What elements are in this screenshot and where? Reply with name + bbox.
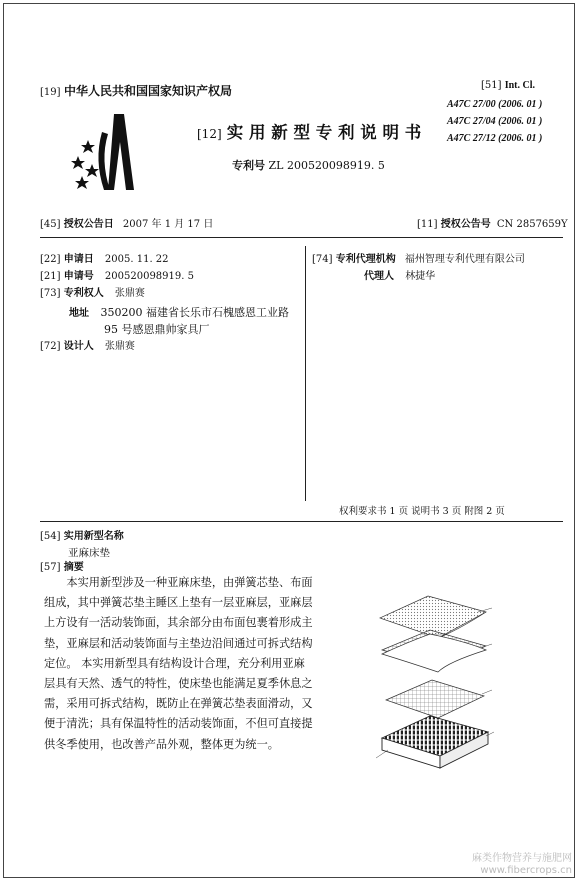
- pages-summary: 权利要求书 1 页 说明书 3 页 附图 2 页: [339, 506, 505, 517]
- office-name: 中华人民共和国国家知识产权局: [64, 84, 233, 98]
- patent-no-label: 专利号: [232, 159, 265, 172]
- pub-no-row: [417, 218, 568, 232]
- ipc-label: Int. Cl.: [504, 80, 536, 91]
- patentee-label: 专利权人: [63, 288, 104, 299]
- app-no-row: [40, 270, 194, 284]
- pub-no-value: CN 2857659Y: [496, 219, 568, 230]
- patentee-tag: [73]: [40, 288, 61, 299]
- address-line1: 350200 福建省长乐市石槐感恩工业路: [100, 306, 289, 319]
- rule-middle: [40, 521, 563, 522]
- pub-no-label: 授权公告号: [440, 219, 491, 230]
- pub-date-label: 授权公告日: [63, 219, 114, 230]
- patentee-row: [40, 287, 145, 301]
- patent-no-value: ZL 200520098919. 5: [268, 159, 385, 172]
- ipc-header: [481, 80, 535, 91]
- watermark-line1: 麻类作物营养与施肥网: [472, 853, 572, 864]
- agency-tag: [74]: [312, 254, 333, 265]
- filing-date-row: [40, 253, 169, 267]
- mattress-exploded-drawing: [368, 590, 498, 790]
- abstract-body: [44, 573, 314, 755]
- designer-label: 设计人: [63, 341, 94, 352]
- filing-date-label: 申请日: [63, 254, 94, 265]
- abstract-text: 本实用新型涉及一种亚麻床垫，由弹簧芯垫、布面组成，其中弹簧芯垫主睡区上垫有一层亚麻层，亚麻层上方设有一活动装饰面，其余部分由布面包裹着形成主垫，亚麻层和活动装饰面与主垫边沿间通过可拆式结构定位。 本实用新型具有结构设计合理，充分利用亚麻层具有天然、透气的特性，使床垫也能满足夏季休息之需，采用可拆式结构，既防止在弹簧芯垫表面滑动，又便于清洗；具有保温特性的活动装饰面，不但可直接提供冬季使用，也改善产品外观，整体更为统一。: [44, 576, 313, 751]
- filing-date-tag: [22]: [40, 254, 61, 265]
- designer-tag: [72]: [40, 341, 61, 352]
- title-section-header: [40, 530, 124, 544]
- pub-no-tag: [11]: [417, 219, 438, 230]
- site-watermark: [472, 853, 572, 877]
- ipc-code: A47C 27/12 (2006. 01 ): [447, 133, 543, 144]
- address-row: [69, 304, 289, 322]
- address-line2: 95 号感恩鼎帅家具厂: [104, 323, 210, 336]
- address-label: 地址: [69, 308, 89, 319]
- agency-value: 福州智理专利代理有限公司: [404, 254, 525, 265]
- ipc-codes: [447, 96, 542, 147]
- app-no-value: 200520098919. 5: [104, 271, 194, 282]
- agent-row: [364, 270, 435, 284]
- pub-date-tag: [45]: [40, 219, 61, 230]
- cnipa-emblem-icon: [64, 112, 156, 194]
- title-section-tag: [54]: [40, 531, 61, 542]
- agency-label: 专利代理机构: [335, 254, 396, 265]
- agency-row: [312, 253, 525, 267]
- utility-model-title: 亚麻床垫: [68, 547, 110, 559]
- agent-value: 林捷华: [405, 271, 436, 282]
- filing-date-value: 2005. 11. 22: [104, 254, 169, 265]
- doc-type-tag: [12]: [197, 127, 222, 141]
- title-section-label: 实用新型名称: [63, 531, 124, 542]
- office-tag: [19]: [40, 87, 61, 98]
- designer-row: [40, 340, 135, 354]
- agent-label: 代理人: [364, 271, 394, 282]
- abstract-label: 摘要: [63, 562, 84, 573]
- patentee-value: 张鼎赛: [114, 288, 145, 299]
- rule-top: [40, 237, 563, 238]
- app-no-tag: [21]: [40, 271, 61, 282]
- doc-type-title: 实 用 新 型 专 利 说 明 书: [226, 123, 422, 142]
- app-no-label: 申请号: [63, 271, 94, 282]
- ipc-code: A47C 27/04 (2006. 01 ): [447, 116, 543, 127]
- patent-number: [232, 157, 385, 173]
- doc-type-header: [197, 119, 421, 143]
- ipc-code: A47C 27/00 (2006. 01 ): [447, 99, 543, 110]
- watermark-line2: www.fibercrops.cn: [480, 865, 572, 876]
- office-header: [40, 82, 232, 99]
- pub-date-value: 2007 年 1 月 17 日: [122, 219, 214, 230]
- abstract-tag: [57]: [40, 562, 61, 573]
- ipc-tag: [51]: [481, 80, 502, 91]
- designer-value: 张鼎赛: [104, 341, 135, 352]
- column-divider: [305, 246, 306, 501]
- pub-date-row: [40, 218, 213, 232]
